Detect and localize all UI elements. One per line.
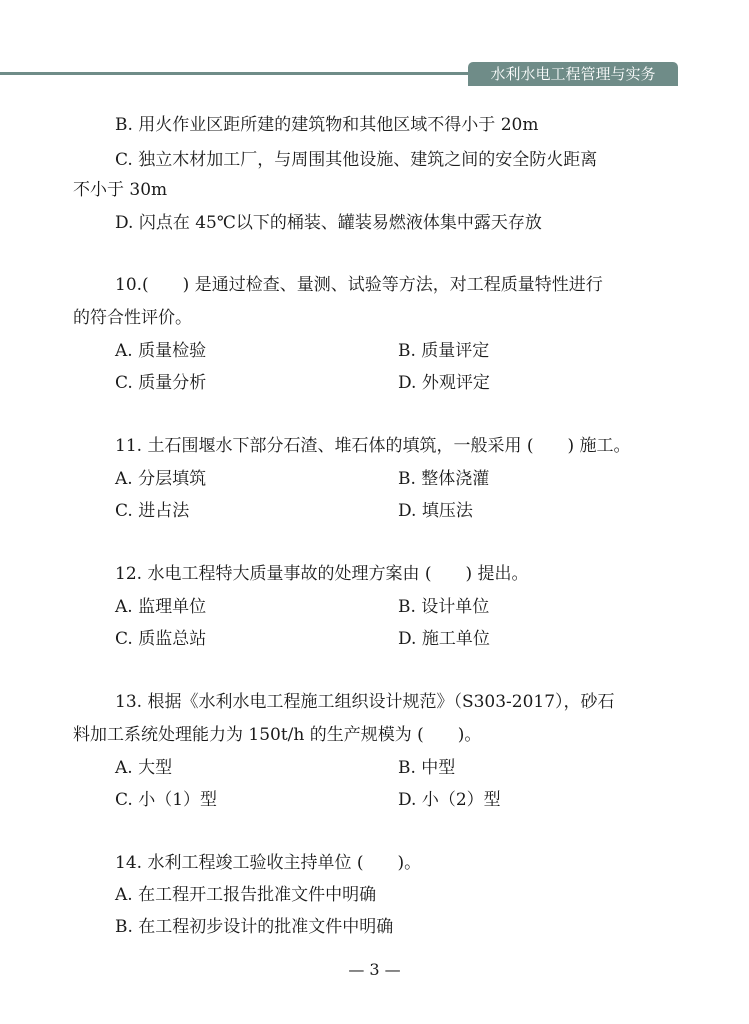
q9-option-b: B. 用火作业区距所建的建筑物和其他区域不得小于 20m	[115, 115, 539, 135]
q14-option-b: B. 在工程初步设计的批准文件中明确	[115, 917, 394, 937]
q13-option-d: D. 小（2）型	[398, 790, 501, 810]
q10-option-a: A. 质量检验	[115, 341, 207, 361]
q13-stem-line1: 13. 根据《水利水电工程施工组织设计规范》（S303-2017），砂石	[115, 692, 615, 712]
q12-option-d: D. 施工单位	[398, 629, 490, 649]
q11-stem: 11. 土石围堰水下部分石渣、堆石体的填筑，一般采用 ( ) 施工。	[115, 436, 631, 456]
q11-option-b: B. 整体浇灌	[398, 469, 490, 489]
running-header-title: 水利水电工程管理与实务	[468, 62, 678, 86]
header-rule	[0, 72, 470, 75]
q12-stem: 12. 水电工程特大质量事故的处理方案由 ( ) 提出。	[115, 564, 529, 584]
q10-stem-line1: 10.( ) 是通过检查、量测、试验等方法，对工程质量特性进行	[115, 275, 603, 295]
q11-option-c: C. 进占法	[115, 501, 190, 521]
page-number: — 3 —	[348, 960, 401, 979]
q13-option-c: C. 小（1）型	[115, 790, 218, 810]
q10-option-c: C. 质量分析	[115, 373, 207, 393]
q9-option-c-line1: C. 独立木材加工厂，与周围其他设施、建筑之间的安全防火距离	[115, 150, 598, 170]
q14-stem: 14. 水利工程竣工验收主持单位 ( )。	[115, 853, 422, 873]
q9-option-c-line2: 不小于 30m	[73, 180, 168, 200]
q11-option-a: A. 分层填筑	[115, 469, 207, 489]
q12-option-a: A. 监理单位	[115, 597, 207, 617]
q10-stem-line2: 的符合性评价。	[73, 308, 192, 328]
q13-stem-line2: 料加工系统处理能力为 150t/h 的生产规模为 ( )。	[73, 725, 482, 745]
q13-option-b: B. 中型	[398, 758, 456, 778]
q10-option-d: D. 外观评定	[398, 373, 490, 393]
q12-option-b: B. 设计单位	[398, 597, 490, 617]
q14-option-a: A. 在工程开工报告批准文件中明确	[115, 885, 377, 905]
q11-option-d: D. 填压法	[398, 501, 473, 521]
q10-option-b: B. 质量评定	[398, 341, 490, 361]
q9-option-d: D. 闪点在 45℃以下的桶装、罐装易燃液体集中露天存放	[115, 213, 542, 233]
q13-option-a: A. 大型	[115, 758, 173, 778]
q12-option-c: C. 质监总站	[115, 629, 207, 649]
